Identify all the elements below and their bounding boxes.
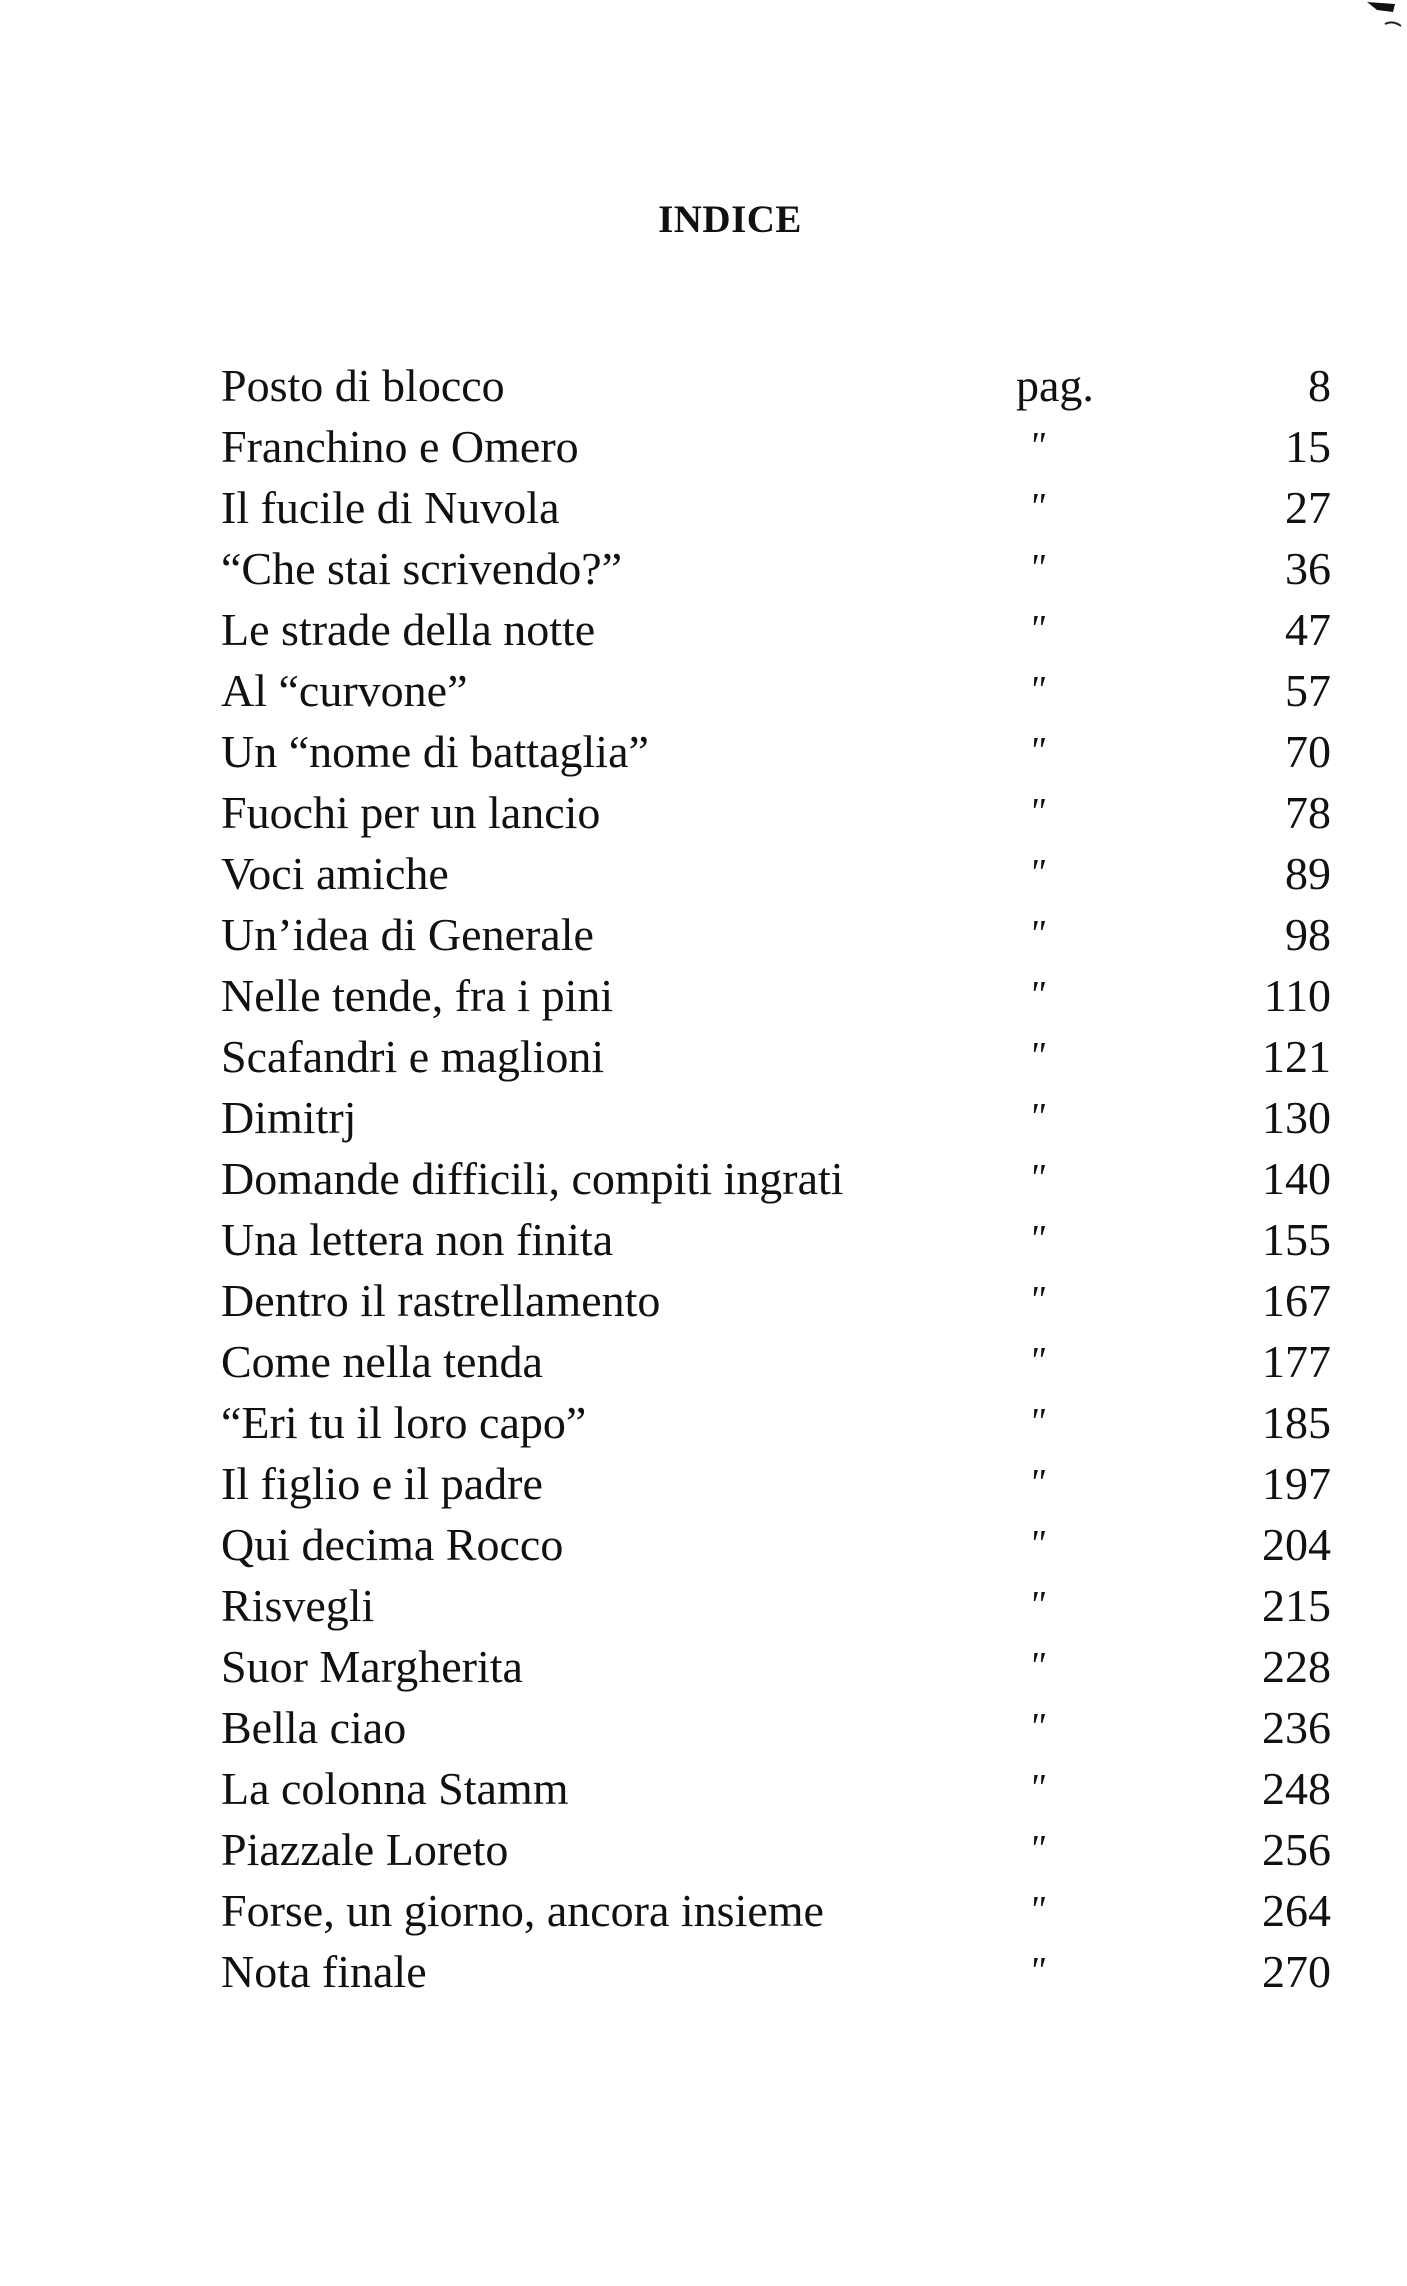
ditto-mark: ": [1029, 1767, 1045, 1809]
toc-entry-title: La colonna Stamm: [221, 1763, 569, 1814]
toc-entry-page-number: 167: [1262, 1275, 1331, 1326]
toc-entry-title: Come nella tenda: [221, 1336, 543, 1387]
ditto-mark: ": [1029, 791, 1045, 833]
ditto-mark: ": [1029, 1218, 1045, 1260]
toc-entry: [221, 782, 1331, 843]
toc-entry: [221, 1331, 1331, 1392]
toc-entry: [221, 1575, 1331, 1636]
toc-entry: [221, 1880, 1331, 1941]
toc-entry: [221, 721, 1331, 782]
table-of-contents: [221, 355, 1331, 1997]
ditto-mark: ": [1029, 974, 1045, 1016]
ditto-mark: ": [1029, 1462, 1045, 1504]
toc-entry-page-number: 121: [1262, 1031, 1331, 1082]
ditto-mark: ": [1029, 1157, 1045, 1199]
toc-entry-page-number: 89: [1285, 848, 1331, 899]
toc-entry-title: Nelle tende, fra i pini: [221, 970, 614, 1021]
ditto-mark: ": [1029, 1889, 1045, 1931]
toc-entry: [221, 1026, 1331, 1087]
toc-entry-page-number: 270: [1262, 1946, 1331, 1997]
toc-entry-title: Un’idea di Generale: [221, 909, 594, 960]
toc-entry-title: Posto di blocco: [221, 360, 505, 411]
ditto-mark: ": [1029, 1096, 1045, 1138]
toc-entry-page-number: 47: [1285, 604, 1331, 655]
toc-entry-page-number: 204: [1262, 1519, 1331, 1570]
toc-entry: [221, 965, 1331, 1026]
toc-entry: [221, 904, 1331, 965]
toc-entry: [221, 1453, 1331, 1514]
ditto-mark: ": [1029, 1401, 1045, 1443]
toc-entry-page-number: 70: [1285, 726, 1331, 777]
scan-mark-icon: [1337, 0, 1407, 40]
toc-entry: [221, 1941, 1331, 2002]
ditto-mark: ": [1029, 547, 1045, 589]
toc-entry-title: Suor Margherita: [221, 1641, 523, 1692]
toc-entry-page-number: 57: [1285, 665, 1331, 716]
toc-entry-page-number: 155: [1262, 1214, 1331, 1265]
toc-entry-page-number: 197: [1262, 1458, 1331, 1509]
toc-entry-title: Fuochi per un lancio: [221, 787, 601, 838]
ditto-mark: ": [1029, 1706, 1045, 1748]
toc-entry: [221, 416, 1331, 477]
ditto-mark: ": [1029, 486, 1045, 528]
ditto-mark: ": [1029, 852, 1045, 894]
toc-entry: [221, 477, 1331, 538]
toc-entry-page-number: 177: [1262, 1336, 1331, 1387]
ditto-mark: ": [1029, 608, 1045, 650]
toc-entry-title: Nota finale: [221, 1946, 427, 1997]
toc-entry-title: Piazzale Loreto: [221, 1824, 509, 1875]
toc-entry-title: Al “curvone”: [221, 665, 468, 716]
toc-entry-page-number: 185: [1262, 1397, 1331, 1448]
toc-entry: [221, 1697, 1331, 1758]
ditto-mark: ": [1029, 1950, 1045, 1992]
toc-entry-page-number: 36: [1285, 543, 1331, 594]
toc-entry: [221, 1148, 1331, 1209]
ditto-mark: ": [1029, 1584, 1045, 1626]
toc-entry-page-number: 110: [1263, 970, 1331, 1021]
toc-entry: [221, 1270, 1331, 1331]
toc-entry: [221, 1636, 1331, 1697]
toc-entry-page-number: 98: [1285, 909, 1331, 960]
ditto-mark: ": [1029, 1340, 1045, 1382]
ditto-mark: ": [1029, 1279, 1045, 1321]
toc-entry-title: Le strade della notte: [221, 604, 596, 655]
toc-entry-page-number: 78: [1285, 787, 1331, 838]
toc-entry: [221, 1209, 1331, 1270]
ditto-mark: ": [1029, 913, 1045, 955]
toc-entry-title: Bella ciao: [221, 1702, 407, 1753]
page-title: INDICE: [658, 198, 802, 241]
ditto-mark: ": [1029, 1645, 1045, 1687]
toc-entry: [221, 1819, 1331, 1880]
toc-entry: [221, 660, 1331, 721]
ditto-mark: ": [1029, 669, 1045, 711]
toc-entry-page-number: 27: [1285, 482, 1331, 533]
toc-entry: [221, 1514, 1331, 1575]
toc-entry-title: Domande difficili, compiti ingrati: [221, 1153, 844, 1204]
toc-entry: [221, 1392, 1331, 1453]
toc-entry-title: Qui decima Rocco: [221, 1519, 564, 1570]
toc-entry-page-number: 264: [1262, 1885, 1331, 1936]
toc-entry-page-number: 140: [1262, 1153, 1331, 1204]
toc-entry-title: Franchino e Omero: [221, 421, 579, 472]
toc-entry-page-number: 8: [1308, 360, 1331, 411]
ditto-mark: ": [1029, 1523, 1045, 1565]
toc-entry-title: “Eri tu il loro capo”: [221, 1397, 587, 1448]
toc-entry-title: Dentro il rastrellamento: [221, 1275, 661, 1326]
toc-entry-page-number: 228: [1262, 1641, 1331, 1692]
toc-entry-title: “Che stai scrivendo?”: [221, 543, 623, 594]
ditto-mark: ": [1029, 1035, 1045, 1077]
toc-entry-title: Una lettera non finita: [221, 1214, 614, 1265]
toc-entry-title: Dimitrj: [221, 1092, 357, 1143]
toc-entry-page-number: 130: [1262, 1092, 1331, 1143]
toc-entry: [221, 355, 1331, 416]
toc-entry-title: Scafandri e maglioni: [221, 1031, 605, 1082]
toc-entry-page-number: 236: [1262, 1702, 1331, 1753]
toc-entry-page-number: 215: [1262, 1580, 1331, 1631]
toc-entry-title: Forse, un giorno, ancora insieme: [221, 1885, 824, 1936]
toc-entry: [221, 1758, 1331, 1819]
toc-entry-page-number: 15: [1285, 421, 1331, 472]
toc-entry: [221, 1087, 1331, 1148]
toc-entry-title: Il figlio e il padre: [221, 1458, 543, 1509]
toc-entry-title: Un “nome di battaglia”: [221, 726, 649, 777]
toc-entry-page-number: 248: [1262, 1763, 1331, 1814]
toc-entry-title: Voci amiche: [221, 848, 449, 899]
toc-entry: [221, 599, 1331, 660]
ditto-mark: ": [1029, 1828, 1045, 1870]
toc-entry: [221, 843, 1331, 904]
toc-entry-title: Risvegli: [221, 1580, 375, 1631]
toc-entry-title: Il fucile di Nuvola: [221, 482, 560, 533]
toc-entry-page-number: 256: [1262, 1824, 1331, 1875]
ditto-mark: ": [1029, 730, 1045, 772]
toc-entry: [221, 538, 1331, 599]
ditto-mark: ": [1029, 425, 1045, 467]
page-abbreviation: pag.: [1016, 360, 1094, 411]
